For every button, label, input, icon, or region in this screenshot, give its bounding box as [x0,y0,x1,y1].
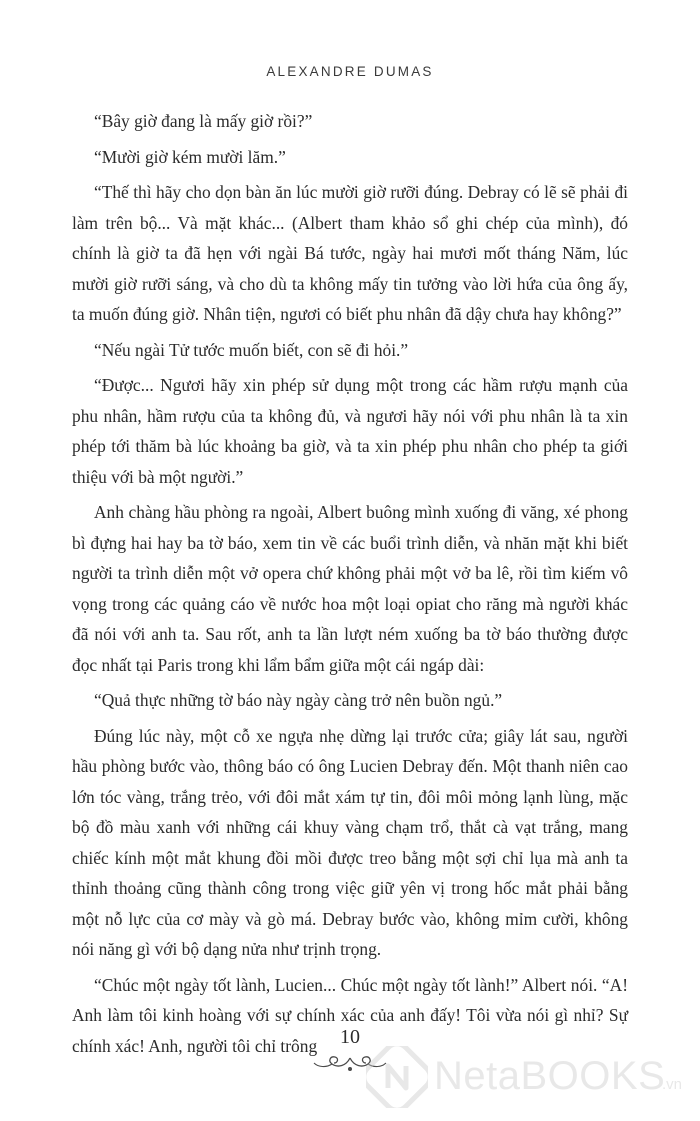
watermark-domain: .vn [662,1076,683,1093]
paragraph: “Quả thực những tờ báo này ngày càng trở nên buồn ngủ.” [94,690,503,710]
paragraph: “Nếu ngài Tử tước muốn biết, con sẽ đi hỏi.” [94,339,409,360]
paragraph: “Được... Ngươi hãy xin phép sử dụng một trong các hầm rượu mạnh của phu nhân, hầm rượu của ta không đủ, và ngươi hãy nói với phu nhân là ta xin phép tới thăm bà lúc khoảng ba giờ, và ta xin phép phu nhân cho phép ta giới thiệu với bà một người.” [72,375,628,487]
paragraph: Anh chàng hầu phòng ra ngoài, Albert buông mình xuống đi văng, xé phong bì đựng hai hay ba tờ báo, xem tin về các buổi trình diễn, và nhăn mặt khi biết người ta trình diễn một vở opera chứ không phải một vở ba lê, rồi tìm kiếm vô vọng trong các quảng cáo về nước hoa một loại opiat cho răng mà người khác đã nói với anh ta. Sau rốt, anh ta lần lượt ném xuống ba tờ báo thường được đọc nhất tại Paris trong khi lẩm bẩm giữa một cái ngáp dài: [72,502,628,675]
n-logo-icon [366,1046,428,1108]
paragraph: “Bây giờ đang là mấy giờ rồi?” [94,111,313,131]
paragraph: “Mười giờ kém mười lăm.” [94,146,286,167]
watermark-brand: NetaBOOKS [434,1054,666,1098]
paragraph: “Thế thì hãy cho dọn bàn ăn lúc mười giờ rưỡi đúng. Debray có lẽ sẽ phải đi làm trên bộ... Và mặt khác... (Albert tham khảo sổ ghi chép của mình), đó chính là giờ ta đã hẹn với ngài Bá tước, ngày hai mươi mốt tháng Năm, lúc mười giờ rưỡi sáng, và cho dù ta không mấy tin tưởng vào lời hứa của ông ấy, ta muốn đúng giờ. Nhân tiện, ngươi có biết phu nhân đã dậy chưa hay không?” [72,182,628,324]
watermark [358,1040,688,1116]
page-number: 10 [340,1026,360,1048]
paragraph: “Chúc một ngày tốt lành, Lucien... Chúc một ngày tốt lành!” Albert nói. “A! Anh làm tôi kinh hoàng với sự chính xác của anh đấy! Tôi vừa nói gì nhỉ? Sự chính xác! Anh, người tôi chỉ trông [72,974,628,1056]
paragraph: Đúng lúc này, một cỗ xe ngựa nhẹ dừng lại trước cửa; giây lát sau, người hầu phòng bước vào, thông báo có ông Lucien Debray đến. Một thanh niên cao lớn tóc vàng, trắng trẻo, với đôi mắt xám tự tin, đôi môi mỏng lạnh lùng, mặc bộ đồ màu xanh với những cái khuy vàng chạm trổ, thắt cà vạt trắng, mang chiếc kính một mắt khung đồi mồi được treo bằng một sợi chỉ lụa mà anh ta thỉnh thoảng cũng thành công trong việc giữ yên vị trong hốc mắt phải bằng một nỗ lực của cơ mày và gò má. Debray bước vào, không mỉm cười, không nói năng gì với bộ dạng nửa như trịnh trọng. [72,725,628,959]
running-header: ALEXANDRE DUMAS [266,64,434,79]
body-text [72,106,628,1066]
